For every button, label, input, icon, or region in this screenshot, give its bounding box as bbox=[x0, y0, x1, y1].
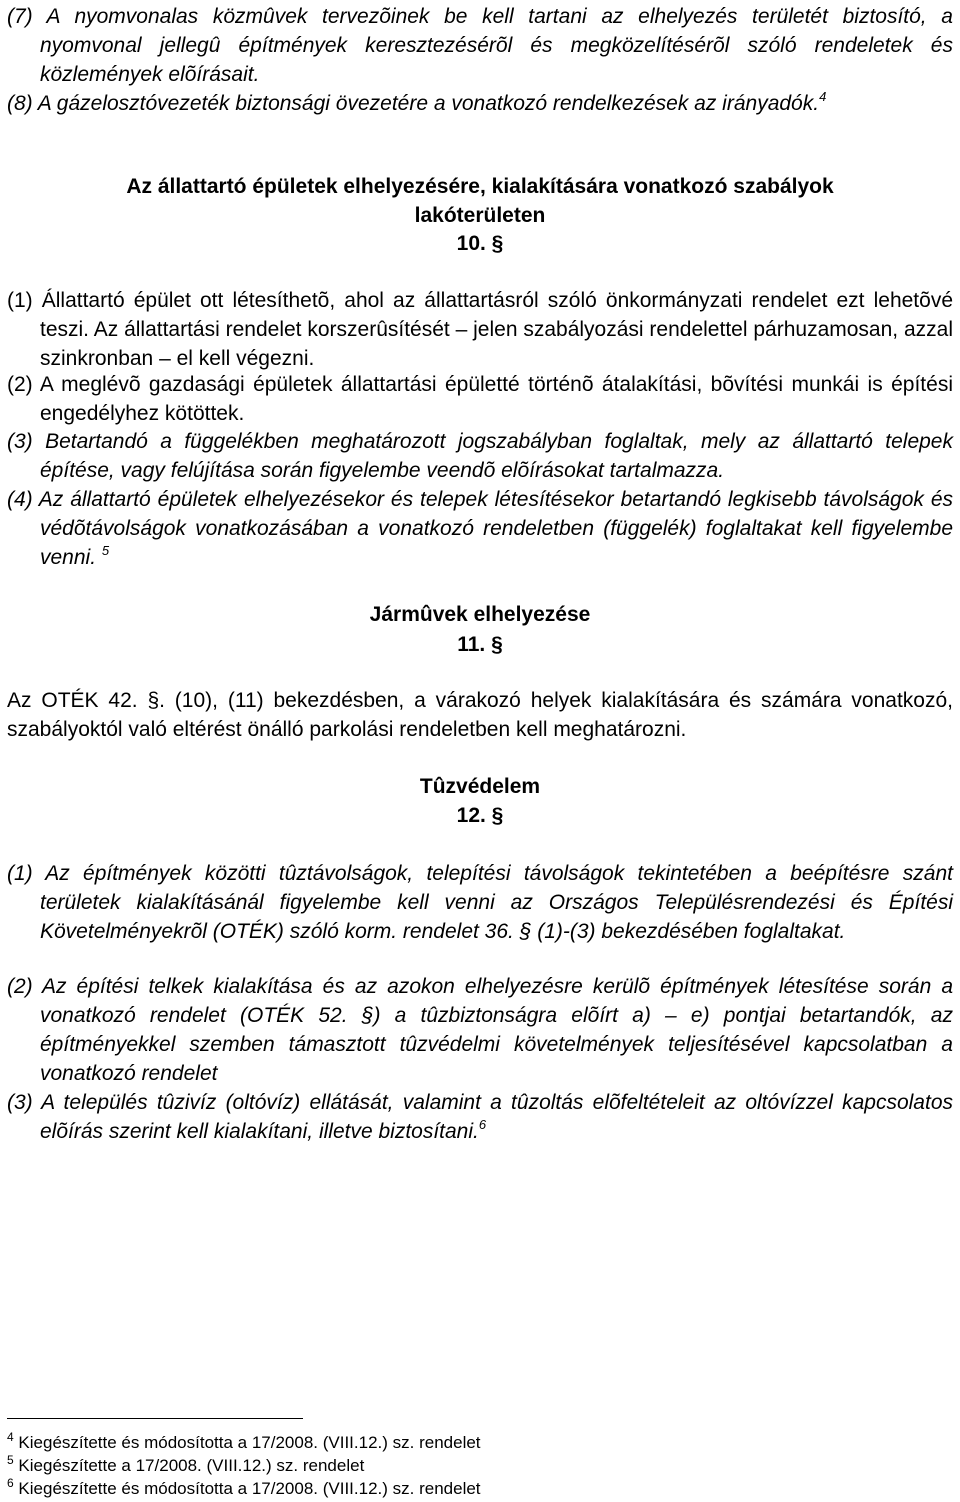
section-12-paragraph-1 bbox=[7, 859, 953, 946]
section-10-paragraph-3 bbox=[7, 427, 953, 485]
paragraph-7 bbox=[7, 2, 953, 89]
section-10-paragraph-4-text: (4) Az állattartó épületek elhelyezésekor és telepek létesítésekor betartandó legkisebb távolságok és védõtávolságok vonatkozásában a vonatkozó rendeletben (függelék) foglaltakat kell figyelembe venni. bbox=[7, 488, 953, 569]
section-10-paragraph-2-text: (2) A meglévõ gazdasági épületek állattartási épületté történõ átalakítási, bõvítési munkái is építési engedélyhez kötöttek. bbox=[7, 373, 953, 425]
section-12-paragraph-3-text: (3) A település tûzivíz (oltóvíz) ellátását, valamint a tûzoltás elõfeltételeit az oltóvízzel kapcsolatos elõírás szerint kell kialakítani, illetve biztosítani. bbox=[7, 1091, 953, 1143]
heading-fire-protection: Tûzvédelem bbox=[419, 775, 541, 798]
footnote-5-text: Kiegészítette a 17/2008. (VIII.12.) sz. rendelet bbox=[18, 1456, 365, 1475]
footnote-separator bbox=[7, 1418, 303, 1419]
section-11-number: 11. § bbox=[457, 633, 503, 656]
section-10-paragraph-1-text: (1) Állattartó épület ott létesíthetõ, ahol az állattartásról szóló önkormányzati rendelet ezt lehetõvé teszi. Az állattartási rendelet korszerûsítését – jelen szabályozási rendelettel párhuzamosan, azzal szinkronban – el kell végezni. bbox=[7, 289, 953, 370]
footnote-6 bbox=[7, 1478, 481, 1499]
footnote-ref-4: 4 bbox=[819, 89, 827, 104]
footnote-5 bbox=[7, 1455, 364, 1476]
footnote-ref-6: 6 bbox=[478, 1117, 487, 1132]
heading-animal-buildings: Az állattartó épületek elhelyezésére, kialakítására vonatkozó szabályok lakóterületen bbox=[126, 175, 834, 227]
section-10-number: 10. § bbox=[456, 232, 504, 255]
section-12-paragraph-2 bbox=[7, 972, 953, 1088]
footnote-4 bbox=[7, 1432, 481, 1453]
section-10-paragraph-1 bbox=[7, 286, 953, 373]
section-10-paragraph-3-text: (3) Betartandó a függelékben meghatározott jogszabályban foglaltak, mely az állattartó telepek építése, vagy felújítása során figyelembe veendõ elõírásokat tartalmazza. bbox=[7, 430, 953, 482]
section-10-paragraph-2 bbox=[7, 370, 953, 428]
heading-vehicles: Jármûvek elhelyezése bbox=[369, 603, 591, 626]
footnote-4-number: 4 bbox=[7, 1430, 14, 1444]
section-10-paragraph-4 bbox=[7, 485, 953, 572]
footnote-5-number: 5 bbox=[7, 1453, 14, 1467]
footnote-6-number: 6 bbox=[7, 1476, 14, 1490]
paragraph-8-text: (8) A gázelosztóvezeték biztonsági övezetére a vonatkozó rendelkezések az irányadók. bbox=[7, 92, 820, 115]
section-12-paragraph-3 bbox=[7, 1088, 953, 1146]
footnote-4-text: Kiegészítette és módosította a 17/2008. (VIII.12.) sz. rendelet bbox=[18, 1433, 481, 1452]
paragraph-7-text: (7) A nyomvonalas közmûvek tervezõinek be kell tartani az elhelyezés területét biztosító, a nyomvonal jellegû építmények keresztezésérõl és megközelítésérõl szóló rendeletek és közlemények elõírásait. bbox=[7, 5, 953, 86]
section-11-paragraph bbox=[7, 686, 953, 744]
section-12-paragraph-2-text: (2) Az építési telkek kialakítása és az azokon elhelyezésre kerülõ építmények létesítése során a vonatkozó rendelet (OTÉK 52. §) a tûzbiztonságra elõírt a) – e) pontjai betartandók, az építményekkel szemben támasztott tûzvédelmi követelmények teljesítésével kapcsolatban a vonatkozó rendelet bbox=[7, 975, 953, 1085]
footnote-6-text: Kiegészítette és módosította a 17/2008. (VIII.12.) sz. rendelet bbox=[18, 1479, 481, 1498]
section-11-paragraph-text: Az OTÉK 42. §. (10), (11) bekezdésben, a várakozó helyek kialakítására és számára vonatkozó, szabályoktól való eltérést önálló parkolási rendeletben kell meghatározni. bbox=[7, 689, 953, 741]
section-12-paragraph-1-text: (1) Az építmények közötti tûztávolságok, telepítési távolságok tekintetében a beépítésre szánt területek kialakításánál figyelembe kell venni az Országos Településrendezési és Építési Követelményekrõl (OTÉK) szóló korm. rendelet 36. § (1)-(3) bekezdésében foglaltakat. bbox=[7, 862, 953, 943]
paragraph-8 bbox=[7, 89, 953, 118]
section-12-number: 12. § bbox=[456, 804, 504, 827]
footnote-ref-5: 5 bbox=[101, 543, 110, 558]
